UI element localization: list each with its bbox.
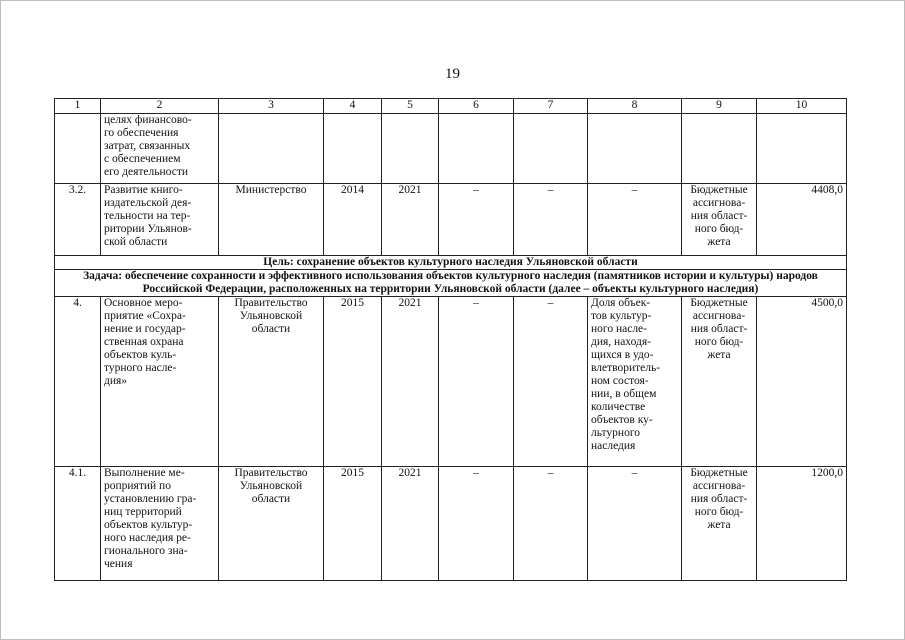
program-table <box>54 98 847 581</box>
indicator: Доля объек- тов культур- ного насле- дия, находя- щихся в удо- влетворитель- ном состоя- нии, в общем количестве объектов ку- льтурного наследия <box>588 297 682 467</box>
header-cell: 10 <box>757 99 847 114</box>
header-cell: 2 <box>101 99 219 114</box>
header-cell: 4 <box>324 99 382 114</box>
cell-col7: – <box>514 184 588 256</box>
funding-source: Бюджетные ассигнова- ния област- ного бюд- жета <box>682 184 757 256</box>
indicator: – <box>588 467 682 581</box>
header-cell: 1 <box>55 99 101 114</box>
table-row <box>55 184 847 256</box>
cell-col6: – <box>439 297 514 467</box>
header-cell: 6 <box>439 99 514 114</box>
executor <box>219 114 324 184</box>
row-number <box>55 114 101 184</box>
amount: 4500,0 <box>757 297 847 467</box>
row-number: 3.2. <box>55 184 101 256</box>
task-text: Задача: обеспечение сохранности и эффективного использования объектов культурного наследия (памятников истории и культуры) народов Российской Федерации, расположенных на территории Ульяновской области (далее – объекты культурного наследия) <box>55 270 847 297</box>
header-cell: 3 <box>219 99 324 114</box>
cell-col7: – <box>514 467 588 581</box>
header-cell: 9 <box>682 99 757 114</box>
header-row <box>55 99 847 114</box>
end-year: 2021 <box>382 467 439 581</box>
header-cell: 7 <box>514 99 588 114</box>
table-row <box>55 297 847 467</box>
task-row <box>55 270 847 297</box>
goal-row <box>55 256 847 270</box>
measure-name: Основное меро- приятие «Сохра- нение и государ- ственная охрана объектов куль- турного насле- дия» <box>101 297 219 467</box>
header-cell: 8 <box>588 99 682 114</box>
cell-col6: – <box>439 184 514 256</box>
funding-source <box>682 114 757 184</box>
start-year: 2014 <box>324 184 382 256</box>
measure-name: целях финансово- го обеспечения затрат, связанных с обеспечением его деятельности <box>101 114 219 184</box>
funding-source: Бюджетные ассигнова- ния област- ного бюд- жета <box>682 467 757 581</box>
start-year: 2015 <box>324 297 382 467</box>
header-cell: 5 <box>382 99 439 114</box>
row-number: 4. <box>55 297 101 467</box>
table-row <box>55 114 847 184</box>
table-row <box>55 467 847 581</box>
cell-col7: – <box>514 297 588 467</box>
indicator <box>588 114 682 184</box>
cell-col6 <box>439 114 514 184</box>
measure-name: Выполнение ме- роприятий по установлению гра- ниц территорий объектов культур- ного наследия ре- гионального зна- чения <box>101 467 219 581</box>
end-year <box>382 114 439 184</box>
executor: Министерство <box>219 184 324 256</box>
row-number: 4.1. <box>55 467 101 581</box>
amount: 4408,0 <box>757 184 847 256</box>
end-year: 2021 <box>382 297 439 467</box>
page-number: 19 <box>445 66 460 82</box>
end-year: 2021 <box>382 184 439 256</box>
cell-col6: – <box>439 467 514 581</box>
cell-col7 <box>514 114 588 184</box>
measure-name: Развитие книго- издательской дея- тельности на тер- ритории Ульянов- ской области <box>101 184 219 256</box>
start-year: 2015 <box>324 467 382 581</box>
funding-source: Бюджетные ассигнова- ния област- ного бюд- жета <box>682 297 757 467</box>
amount <box>757 114 847 184</box>
amount: 1200,0 <box>757 467 847 581</box>
goal-text: Цель: сохранение объектов культурного наследия Ульяновской области <box>55 256 847 270</box>
start-year <box>324 114 382 184</box>
executor: Правительство Ульяновской области <box>219 467 324 581</box>
executor: Правительство Ульяновской области <box>219 297 324 467</box>
indicator: – <box>588 184 682 256</box>
